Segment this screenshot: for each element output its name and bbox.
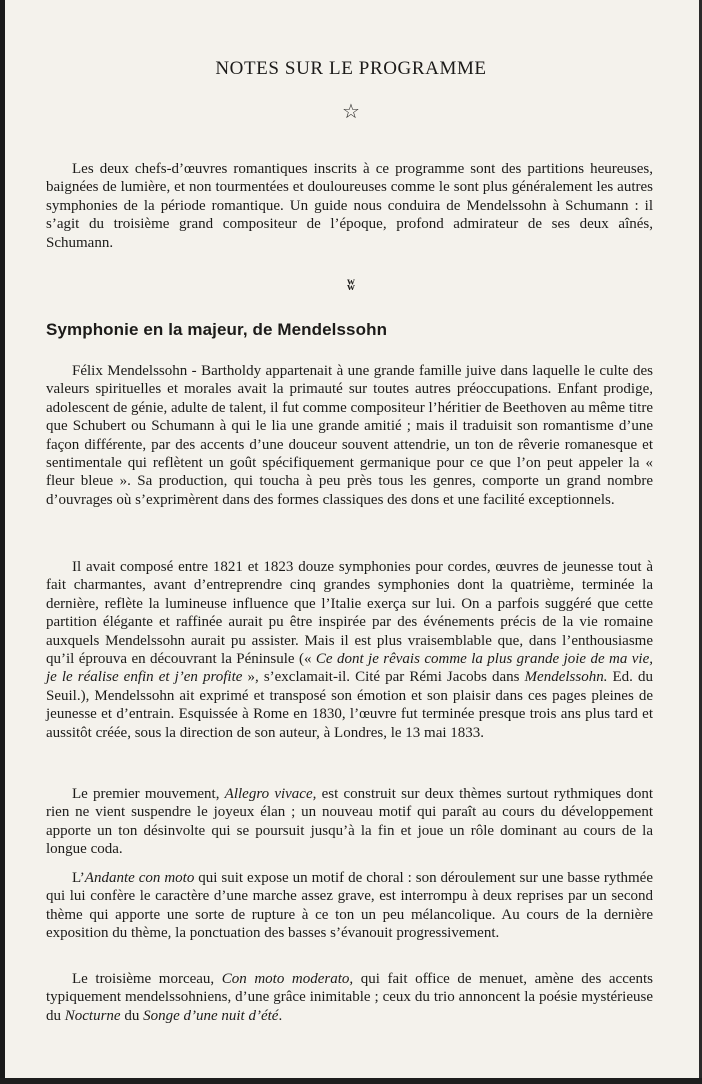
star-ornament-icon: ☆ xyxy=(342,101,360,123)
paragraph-first-movement xyxy=(46,785,653,859)
scan-edge-bottom xyxy=(0,1078,702,1084)
text-run: du xyxy=(120,1007,144,1024)
tempo-italic: Allegro vivace, xyxy=(224,786,317,802)
quote-italic: Ce dont je rêvais comme la plus grande joie de ma vie, je le réalise enfin et j’en profite xyxy=(46,651,653,686)
text-run: L’ xyxy=(72,870,85,886)
paragraph-third-movement xyxy=(46,970,653,1025)
text-run: . xyxy=(278,1007,283,1024)
page-title: NOTES SUR LE PROGRAMME xyxy=(215,58,487,79)
text-run: », s’exclamait-il. Cité par Rémi Jacobs dans xyxy=(242,669,525,686)
tempo-italic: Con moto moderato, xyxy=(221,971,354,987)
section-title: Symphonie en la majeur, de Mendelssohn xyxy=(46,320,388,339)
text-run: qui fait office de menuet, amène des accents typiquement mendelssohniens, d’une grâce inimitable ; ceux du trio annoncent la poésie mystérieuse du xyxy=(46,971,654,1024)
work-title-italic: Nocturne xyxy=(64,1007,121,1024)
text-run: Il avait composé entre 1821 et 1823 douze symphonies pour cordes, œuvres de jeunesse tout à fait charmantes, avant d’entreprendre cinq grandes symphonies dont la quatrième, terminée la dernière, reflète la lumineuse influence que l’Italie exerça sur lui. On a parfois suggéré que cette partition élégante et raffinée aurait pu être inspirée par des événements précis de la vie romaine auxquels Mendelssohn aurait pu assister. Mais il est plus vraisemblable que, dans l’enthousiasme qu’il éprouva en découvrant la Péninsule (« xyxy=(46,559,653,668)
text-run: Le premier mouvement, xyxy=(72,786,225,802)
text-run: qui suit expose un motif de choral : son déroulement sur une basse rythmée qui lui confère le caractère d’une marche assez grave, est interrompu à deux reprises par un second thème qui apporte une sorte de rupture à ce ton un peu mélancolique. Au cours de la dernière exposition du thème, la ponctuation des basses s’évanouit progressivement. xyxy=(46,870,653,942)
book-title-italic: Mendelssohn. xyxy=(524,669,608,686)
paragraph-biography: Félix Mendelssohn - Bartholdy appartenait à une grande famille juive dans laquelle le culte des valeurs spirituelles et morales avait la primauté sur toutes autres préoccupations. Enfant prodige, adolescent de génie, adulte de talent, il fut comme compositeur l’héritier de Beethoven au même titre que Schubert ou Schumann à qui le lia une grande amitié ; mais il traduisit son romantisme d’une façon différente, par des accents d’une douceur souvent attendrie, un ton de rêverie romanesque et sentimentale qui reflètent un goût spécifiquement germanique pour ce que l’on peut appeler la « fleur bleue ». Sa production, qui toucha à peu près tous les genres, comporte un grand nombre d’ouvrages où s’exprimèrent dans des formes classiques des dons et une facilité exceptionnels. xyxy=(46,363,653,508)
text-run: est construit sur deux thèmes surtout rythmiques dont rien ne vient suspendre le joyeux élan ; un nouveau motif qui paraît au cours du développement apporte un ton désinvolte qui se poursuit jusqu’à la fin et joue un rôle dominant au cours de la longue coda. xyxy=(46,786,654,858)
text-run: Ed. du Seuil.), Mendelssohn ait exprimé et transposé son émotion et son plaisir dans ces pages pleines de jeunesse et d’entrain. Esquissée à Rome en 1830, l’œuvre fut terminée presque trois ans plus tard et aussitôt créée, sous la direction de son auteur, à Londres, le 13 mai 1833. xyxy=(46,669,653,741)
paragraph-composition xyxy=(46,558,653,742)
intro-paragraph: Les deux chefs-d’œuvres romantiques inscrits à ce programme sont des partitions heureuses, baignées de lumière, et non tourmentées et douloureuses comme le sont plus généralement les autres symphonies de la période romantique. Un guide nous conduira de Mendelssohn à Schumann : il s’agit du troisième grand compositeur de l’époque, profond admirateur de ses deux aînés, Schumann. xyxy=(46,161,653,251)
lyre-ornament-icon: ʬ xyxy=(346,277,356,294)
paragraph-second-movement xyxy=(46,869,653,943)
text-run: Le troisième morceau, xyxy=(72,971,222,987)
work-title-italic: Songe d’une nuit d’été xyxy=(143,1007,279,1024)
scan-edge-left xyxy=(0,0,5,1084)
tempo-italic: Andante con moto xyxy=(84,870,195,886)
